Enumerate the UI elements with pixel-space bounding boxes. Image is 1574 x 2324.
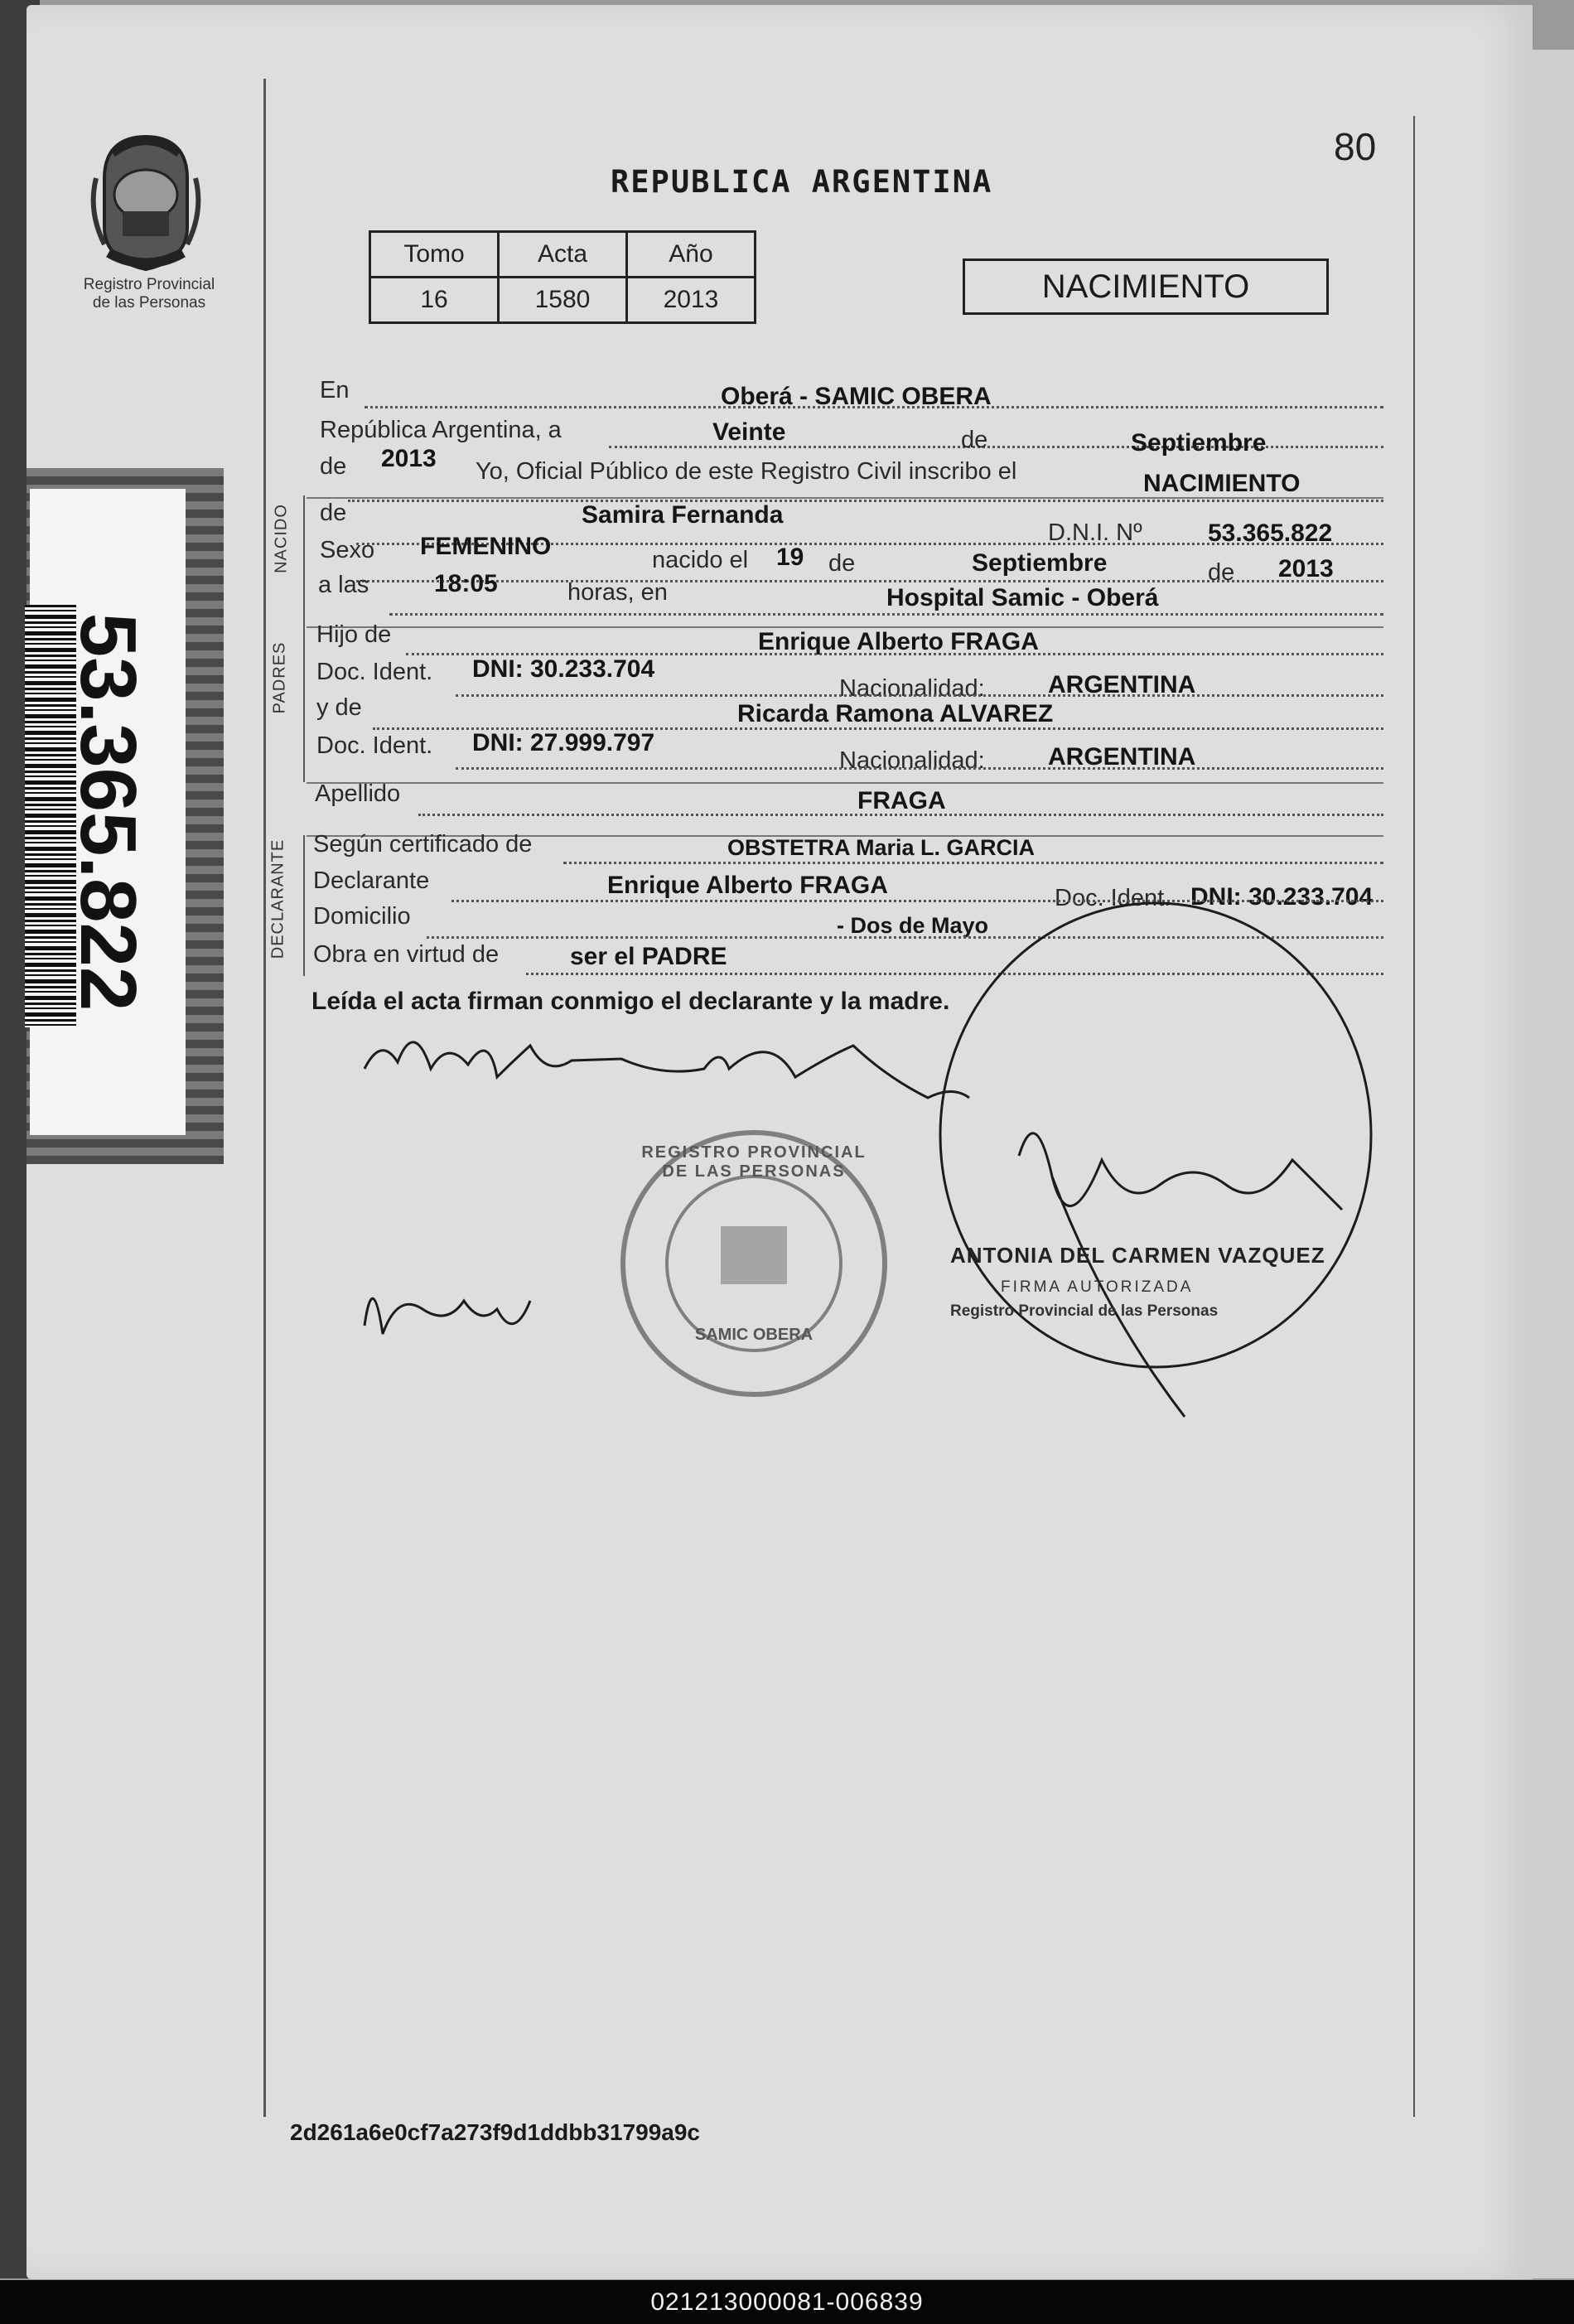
nacido-el-label: nacido el — [652, 547, 749, 573]
hijo-de-label: Hijo de — [316, 621, 392, 648]
oficial-stamp-role: FIRMA AUTORIZADA — [1001, 1278, 1194, 1296]
oficial-stamp-agency: Registro Provincial de las Personas — [950, 1302, 1219, 1320]
en-value: Oberá - SAMIC OBERA — [721, 383, 992, 410]
anio-value: 2013 — [381, 445, 437, 472]
madre-value: Ricarda Ramona ALVAREZ — [737, 700, 1054, 727]
registro-value-acta: 1580 — [499, 278, 627, 323]
lugar-value: Hospital Samic - Oberá — [886, 584, 1159, 611]
nacionalidad-label: Nacionalidad: — [839, 675, 985, 702]
sexo-label: Sexo — [320, 537, 375, 563]
dni-number-vertical: 53.365.822 — [64, 612, 152, 1012]
agency-name-line1: Registro Provincial — [83, 276, 215, 293]
oficial-stamp-name: ANTONIA DEL CARMEN VAZQUEZ — [950, 1243, 1325, 1268]
inscribo-value: NACIMIENTO — [1143, 470, 1301, 497]
agency-name-line2: de las Personas — [92, 294, 206, 312]
anio-value: 2013 — [1278, 555, 1334, 582]
mes-value: Septiembre — [972, 549, 1108, 577]
padre-value: Enrique Alberto FRAGA — [758, 628, 1039, 655]
madre-nacionalidad-value: ARGENTINA — [1048, 743, 1196, 771]
a-las-label: a las — [318, 572, 369, 598]
footer-code: 021213000081-006839 — [650, 2288, 924, 2316]
declarante-section-label: DECLARANTE — [268, 838, 287, 959]
horas-en-label: horas, en — [567, 579, 668, 606]
seal-text: REGISTRO PROVINCIAL DE LAS PERSONAS — [641, 1143, 867, 1181]
declarante-label: Declarante — [313, 867, 430, 894]
registro-header-anio: Año — [627, 232, 756, 278]
oficial-signature-loop — [940, 903, 1371, 1367]
dia-texto-value: Veinte — [712, 418, 786, 446]
de-label: de — [828, 550, 856, 577]
certificado-label: Según certificado de — [313, 831, 533, 858]
padre-doc-value: DNI: 30.233.704 — [472, 655, 655, 683]
apellido-label: Apellido — [315, 780, 401, 807]
registro-header-acta: Acta — [499, 232, 627, 278]
record-type-box: NACIMIENTO — [963, 258, 1329, 315]
sexo-value: FEMENINO — [420, 533, 552, 560]
de-label: de — [320, 500, 347, 526]
apellido-value: FRAGA — [857, 787, 946, 814]
footer-strip — [0, 2280, 1574, 2324]
dia-value: 19 — [776, 544, 804, 571]
domicilio-label: Domicilio — [313, 903, 411, 930]
en-label: En — [320, 377, 350, 403]
doc-ident-label: Doc. Ident. — [1055, 885, 1171, 911]
madre-doc-value: DNI: 27.999.797 — [472, 729, 655, 756]
document-hash: 2d261a6e0cf7a273f9d1ddbb31799a9c — [290, 2119, 701, 2145]
republica-label: República Argentina, a — [320, 417, 562, 443]
registro-value-tomo: 16 — [370, 278, 499, 323]
doc-ident-label: Doc. Ident. — [316, 659, 433, 685]
declarante-signature — [365, 1042, 969, 1098]
declarante-value: Enrique Alberto FRAGA — [607, 872, 888, 899]
oficial-signature — [1019, 1133, 1342, 1417]
y-de-label: y de — [316, 694, 362, 721]
padres-section-label: PADRES — [270, 641, 289, 714]
seal-inner-text: SAMIC OBERA — [694, 1326, 814, 1344]
mes-value: Septiembre — [1131, 429, 1267, 457]
nacionalidad-label: Nacionalidad: — [839, 747, 985, 774]
certificado-value: OBSTETRA Maria L. GARCIA — [727, 835, 1036, 860]
dni-value: 53.365.822 — [1208, 519, 1333, 547]
padre-nacionalidad-value: ARGENTINA — [1048, 671, 1196, 698]
closing-text: Leída el acta firman conmigo el declarante y la madre. — [311, 988, 950, 1015]
registro-header-tomo: Tomo — [370, 232, 499, 278]
page-number: 80 — [1334, 125, 1377, 168]
declarante-doc-value: DNI: 30.233.704 — [1190, 883, 1374, 911]
madre-signature — [365, 1298, 530, 1334]
registro-value-anio: 2013 — [627, 278, 756, 323]
nombre-value: Samira Fernanda — [582, 501, 784, 529]
obra-value: ser el PADRE — [570, 943, 727, 970]
oficial-text: Yo, Oficial Público de este Registro Civil inscribo el — [476, 458, 1017, 485]
domicilio-value: - Dos de Mayo — [837, 913, 989, 938]
doc-ident-label: Doc. Ident. — [316, 732, 433, 759]
obra-label: Obra en virtud de — [313, 941, 500, 968]
de-label-2: de — [320, 453, 347, 480]
hora-value: 18:05 — [434, 570, 498, 597]
de-label: de — [961, 427, 988, 453]
dni-label: D.N.I. Nº — [1048, 519, 1142, 546]
de-label-2: de — [1208, 559, 1235, 586]
nacido-section-label: NACIDO — [272, 504, 291, 573]
document-title: REPUBLICA ARGENTINA — [611, 164, 993, 200]
